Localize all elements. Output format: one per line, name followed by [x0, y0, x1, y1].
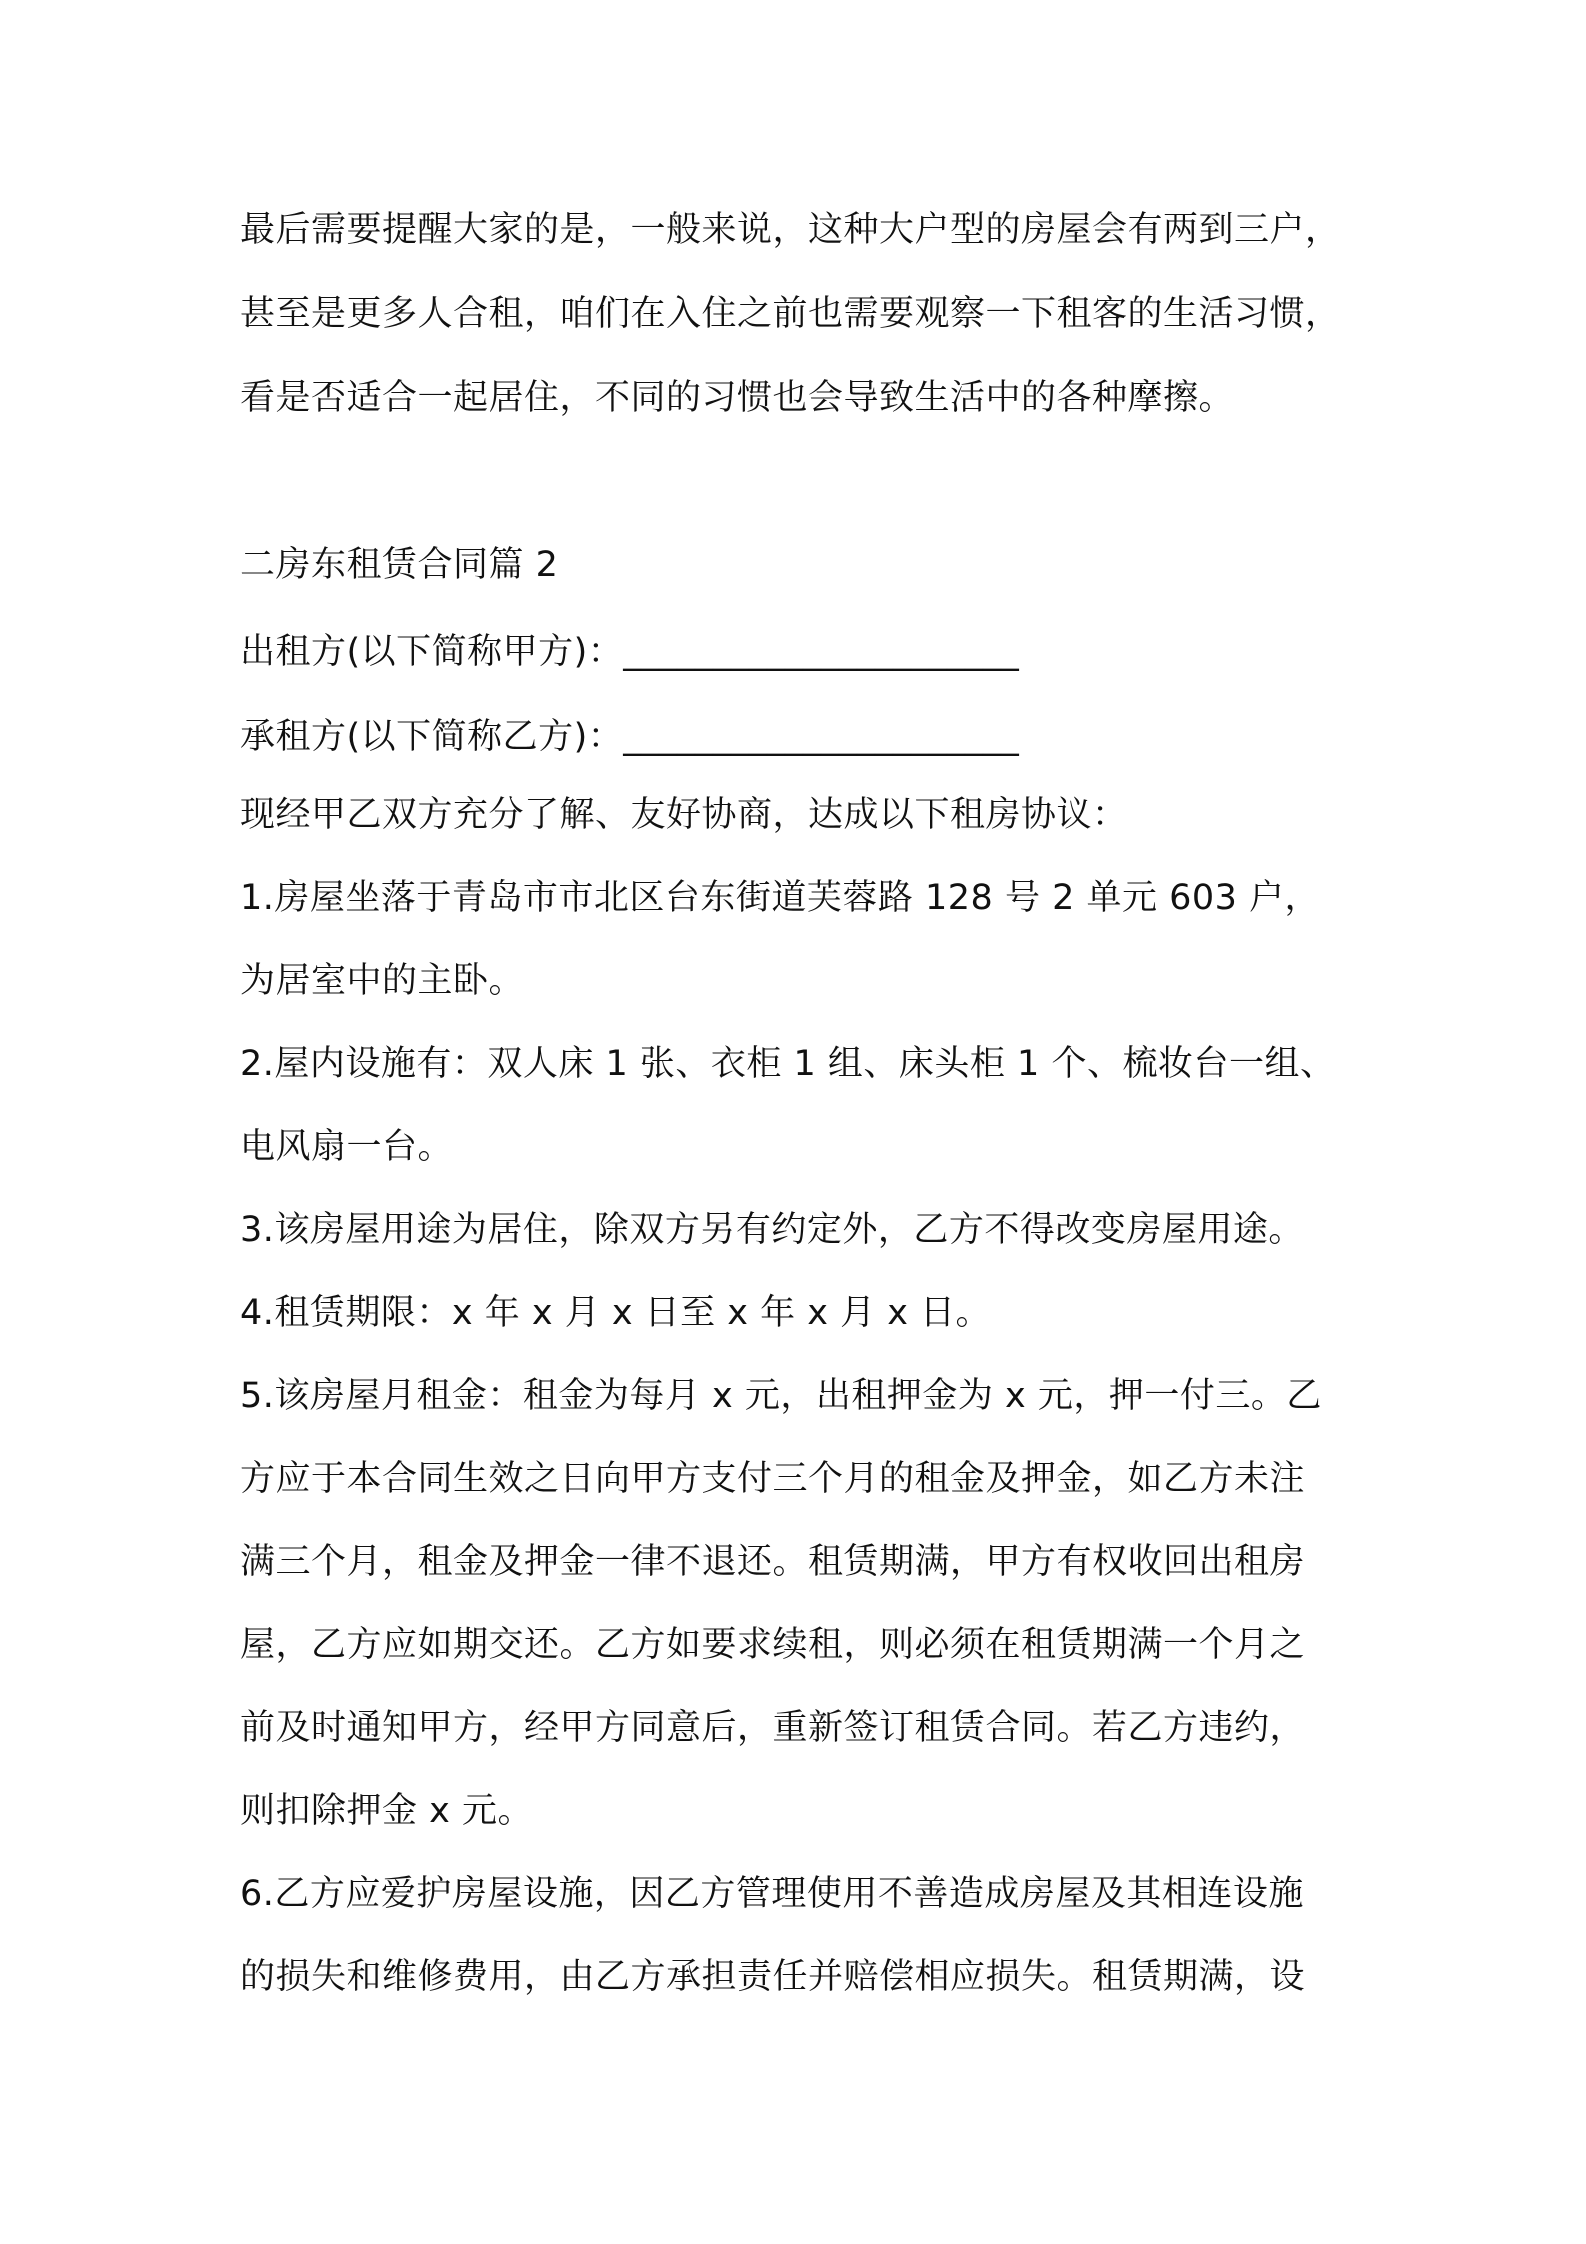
clause-5-line-5: 前及时通知甲方，经甲方同意后，重新签订租赁合同。若乙方违约，	[240, 1708, 1306, 1748]
contract-title: 二房东租赁合同篇 2	[240, 545, 559, 585]
clause-4-line-1: 4.租赁期限：x 年 x 月 x 日至 x 年 x 月 x 日。	[240, 1293, 992, 1333]
clause-1-line-1: 1.房屋坐落于青岛市市北区台东街道芙蓉路 128 号 2 单元 603 户，	[240, 878, 1321, 918]
clause-5-line-2: 方应于本合同生效之日向甲方支付三个月的租金及押金，如乙方未注	[240, 1459, 1306, 1499]
intro-line-2: 甚至是更多人合租，咱们在入住之前也需要观察一下租客的生活习惯，	[240, 294, 1341, 334]
clause-3-line-1: 3.该房屋用途为居住，除双方另有约定外，乙方不得改变房屋用途。	[240, 1210, 1304, 1250]
clause-5-line-3: 满三个月，租金及押金一律不退还。租赁期满，甲方有权收回出租房	[240, 1542, 1306, 1582]
clause-5-line-6: 则扣除押金 x 元。	[240, 1791, 533, 1831]
clause-1-line-2: 为居室中的主卧。	[240, 961, 525, 1001]
clause-5-line-1: 5.该房屋月租金：租金为每月 x 元，出租押金为 x 元，押一付三。乙	[240, 1376, 1322, 1416]
clause-2-line-2: 电风扇一台。	[240, 1127, 454, 1167]
clause-6-line-1: 6.乙方应爱护房屋设施，因乙方管理使用不善造成房屋及其相连设施	[240, 1874, 1304, 1914]
clause-6-line-2: 的损失和维修费用，由乙方承担责任并赔偿相应损失。租赁期满，设	[240, 1957, 1306, 1997]
preamble: 现经甲乙双方充分了解、友好协商，达成以下租房协议：	[240, 795, 1128, 835]
intro-line-3: 看是否适合一起居住，不同的习惯也会导致生活中的各种摩擦。	[240, 378, 1235, 418]
clause-2-line-1: 2.屋内设施有：双人床 1 张、衣柜 1 组、床头柜 1 个、梳妆台一组、	[240, 1044, 1336, 1084]
lessor-line: 出租方(以下简称甲方)：______________________	[240, 632, 1020, 672]
intro-line-1: 最后需要提醒大家的是，一般来说，这种大户型的房屋会有两到三户，	[240, 210, 1341, 250]
clause-5-line-4: 屋，乙方应如期交还。乙方如要求续租，则必须在租赁期满一个月之	[240, 1625, 1306, 1665]
lessee-line: 承租方(以下简称乙方)：______________________	[240, 717, 1020, 757]
